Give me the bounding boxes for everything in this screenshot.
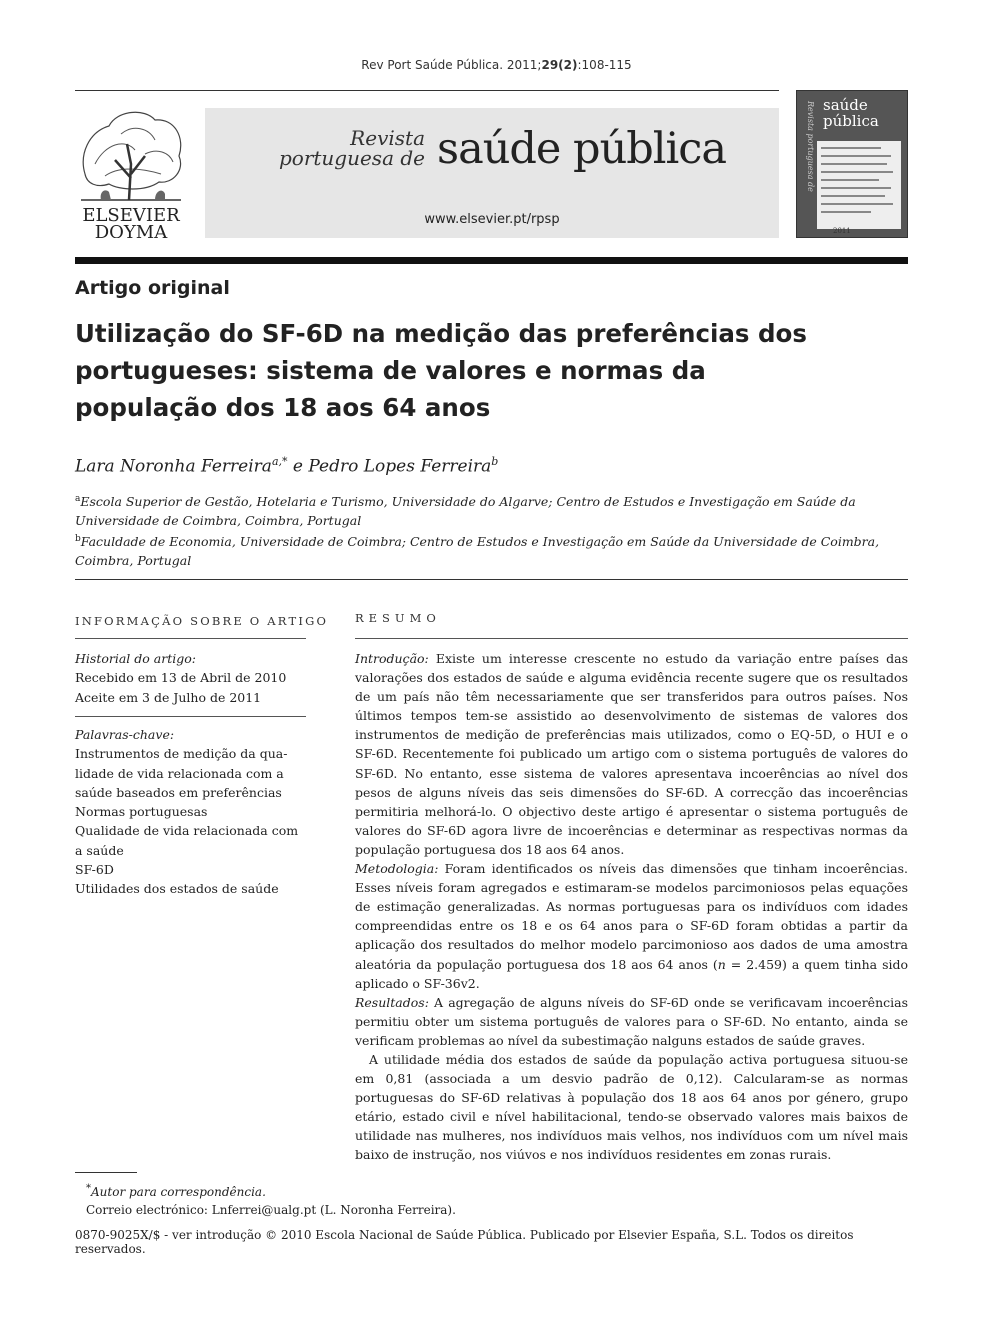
author-name[interactable]: Pedro Lopes Ferreira (308, 456, 492, 477)
journal-url[interactable]: www.elsevier.pt/rpsp (424, 212, 560, 227)
abstract-rule (355, 638, 908, 639)
cover-year: 2011 (833, 227, 851, 235)
header-rule (75, 90, 779, 91)
affiliation-a: $^a$Escola Superior de Gestão, Hotelaria e Turismo, Universidade do Algarve; Centro de Estudos e Investigação em Saúde da Universidade de Coimbra, Coimbra, Portugal (75, 494, 856, 529)
cover-contents (817, 141, 901, 229)
journal-main-title: saúde pública (437, 124, 727, 174)
article-title: Utilização do SF-6D na medição das preferências dos portugueses: sistema de valores e normas da população dos 18 aos 64 anos (75, 319, 807, 422)
footnotes (86, 1180, 456, 1219)
article-history: Historial do artigo: Recebido em 13 de Abril de 2010 Aceite em 3 de Julho de 2011 (75, 649, 306, 707)
abstract-results-continued: A utilidade média dos estados de saúde da população activa portuguesa situou-se em 0,81 (associada a um desvio padrão de 0,12). Calcularam-se as normas portuguesas do SF-6D relativas à população dos 18 aos 64 anos por género, grupo etário, estado civil e nível habilitacional, tendo-se observado valores mais baixos de utilidade nas mulheres, nos indivíduos mais velhos, nos indivíduos com um nível mais baixo de instrução, nos viúvos e nos indivíduos residentes em zonas rurais. (355, 1051, 908, 1163)
publisher-name-line2: DOYMA (94, 222, 168, 238)
abstract-results: Resultados: A agregação de alguns níveis do SF-6D onde se verificavam incoerências permitiu obter um sistema português de valores para o SF-6D. No entanto, ainda se verificam problemas ao nível da subestimação nalguns estados de saúde graves. (355, 994, 908, 1048)
section-rule (75, 579, 908, 580)
affiliation-b: $^b$Faculdade de Economia, Universidade de Coimbra; Centro de Estudos e Investigação em Saúde da Universidade de Coimbra, Coimbra, Portugal (75, 534, 880, 569)
keyword-line: a saúde (75, 842, 124, 858)
abstract-methods: Metodologia: Foram identificados os níveis das dimensões que tinham incoerências. Esses níveis foram agregados e estimaram-se modelos parcimoniosos pelas equações de estimação generalizadas. As normas portuguesas para os indivíduos com idades compreendidas entre os 18 e os 64 anos para o SF-6D foram obtidas a partir da aplicação dos resultados do melhor modelo parcimonioso aos dados de uma amostra aleatória da população portuguesa dos 18 aos 64 anos (n = 2.459) a quem tinha sido aplicado o SF-36v2. (355, 861, 909, 991)
affiliations (75, 490, 908, 570)
email-line[interactable]: Correio electrónico: Lnferrei@ualg.pt (L. Noronha Ferreira). (86, 1202, 456, 1217)
abstract-heading: RESUMO (355, 611, 441, 625)
copyright-line: 0870-9025X/$ - ver introdução © 2010 Escola Nacional de Saúde Pública. Publicado por Elsevier España, S.L. Todos os direitos reservados. (75, 1228, 854, 1256)
keyword-line: SF-6D (75, 862, 114, 878)
author-name[interactable]: Lara Noronha Ferreira (75, 456, 272, 477)
elsevier-tree-icon (75, 104, 187, 238)
keyword-line: lidade de vida relacionada com a (75, 765, 284, 781)
elsevier-logo (75, 104, 187, 238)
accepted-date: Aceite em 3 de Julho de 2011 (75, 689, 262, 705)
keyword-line: Qualidade de vida relacionada com (75, 823, 299, 839)
corresponding-author-note: *Autor para correspondência. (86, 1183, 266, 1199)
keyword-line: Normas portuguesas (75, 804, 208, 820)
journal-prefix: Revista portuguesa de (278, 126, 425, 170)
journal-citation: Rev Port Saúde Pública. 2011;29(2):108-115 (361, 58, 632, 72)
journal-banner (205, 108, 779, 238)
received-date: Recebido em 13 de Abril de 2010 (75, 670, 287, 686)
cover-title: saúde pública (823, 96, 879, 130)
journal-cover-thumbnail (796, 90, 908, 238)
header-thick-rule (75, 257, 908, 264)
article-info-rule (75, 638, 306, 639)
abstract-introduction: Introdução: Existe um interesse crescente no estudo da variação entre países das valorações dos estados de saúde e alguma evidência recente sugere que os resultados de um país não têm necessariamente que ser transferidos para outros países. Nos últimos tempos tem-se assistido ao desenvolvimento de sistemas de valores dos instrumentos de medição de preferências mais utilizados, como o EQ-5D, o HUI e o SF-6D. Recentemente foi publicado um artigo com o sistema português de valores do SF-6D. No entanto, esse sistema de valores apresentava incoerências ao nível dos pesos de alguns níveis das seis dimensões do SF-6D. A correcção das incoerências permitiria melhorá-lo. O objectivo deste artigo é apresentar o sistema português de valores do SF-6D agora livre de incoerências e determinar as respectivas normas da população portuguesa dos 18 aos 64 anos. (355, 651, 908, 857)
cover-side-text: Revista portuguesa de (806, 101, 815, 192)
article-type: Artigo original (75, 277, 230, 299)
keyword-line: Instrumentos de medição da qua- (75, 746, 288, 762)
history-rule (75, 716, 306, 717)
article-info-heading: INFORMAÇÃO SOBRE O ARTIGO (75, 614, 329, 628)
publisher-name-line1: ELSEVIER (82, 205, 180, 226)
keyword-line: Utilidades dos estados de saúde (75, 881, 279, 897)
keyword-line: saúde baseados em preferências (75, 784, 282, 800)
abstract-body (355, 649, 908, 1165)
author-list: Lara Noronha Ferreira$^{a,*}$ e Pedro Lopes Ferreira$^b$ (75, 455, 499, 477)
footnote-rule (75, 1172, 137, 1173)
keywords: Palavras-chave: Instrumentos de medição da qua- lidade de vida relacionada com a saúde baseados em preferências Normas portuguesas Qualidade de vida relacionada com a saúde SF-6D Utilidades dos estados de saúde (75, 725, 306, 899)
